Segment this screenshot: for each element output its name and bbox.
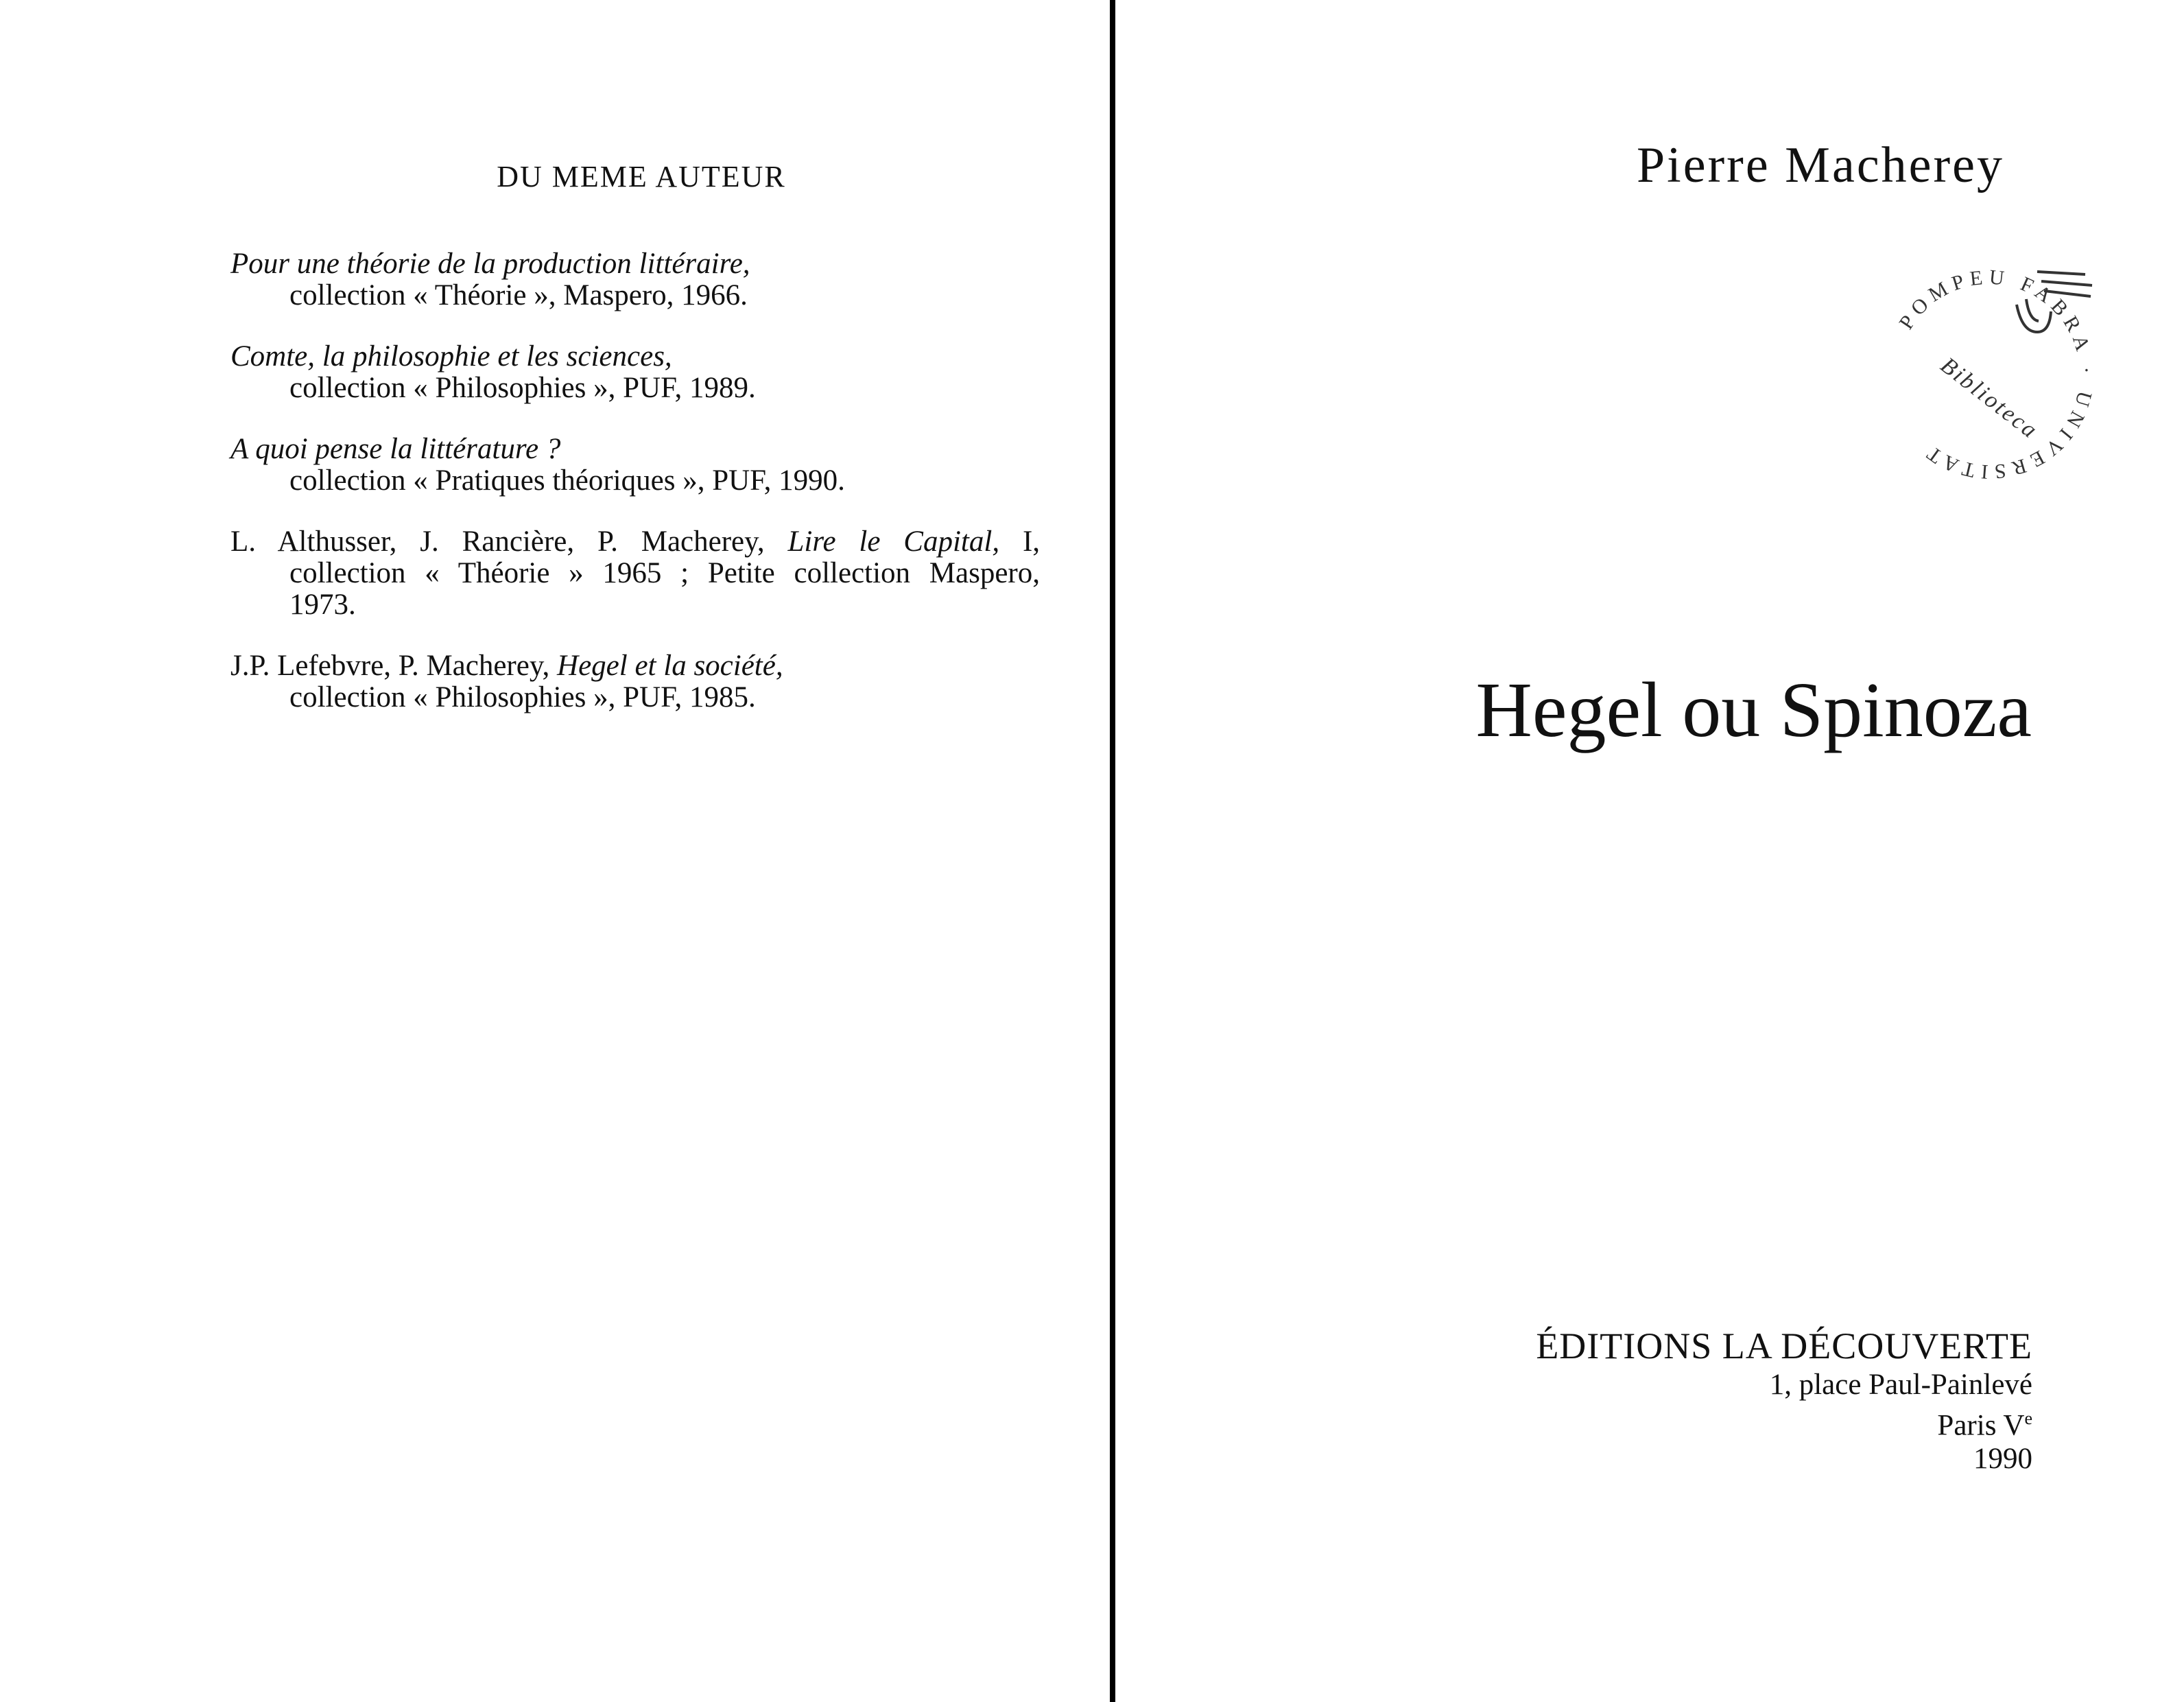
svg-text:POMPEU FABRA · UNIVERSITAT (1895, 265, 2098, 483)
publisher-address: 1, place Paul-Painlevé (1769, 1369, 2032, 1401)
entry-authors: L. Althusser, J. Rancière, P. Macherey, (230, 525, 788, 558)
entry-details: collection « Théorie », Maspero, 1966. (289, 279, 748, 311)
entry-title: Pour une théorie de la production littéraire, (230, 248, 750, 280)
library-stamp-icon (1879, 258, 2099, 491)
entry-title: Hegel et la société, (557, 650, 783, 682)
bibliography-entry (230, 650, 1040, 713)
entry-authors-title (230, 526, 1040, 558)
entry-volume: I, (999, 525, 1041, 558)
entry-details: collection « Philosophies », PUF, 1985. (289, 681, 756, 713)
publisher-city (1536, 1402, 2032, 1442)
stamp-center-text: Biblioteca (1936, 352, 2043, 445)
entry-authors: J.P. Lefebvre, P. Macherey, (230, 650, 558, 682)
stamp-ring-text: POMPEU FABRA · UNIVERSITAT (1895, 265, 2098, 484)
book-author: Pierre Macherey (1636, 137, 2004, 193)
entry-year: 1973. (289, 589, 356, 621)
bibliography-list (230, 248, 1040, 743)
publisher-block (1536, 1324, 2032, 1476)
bibliography-entry (230, 341, 1040, 404)
book-title: Hegel ou Spinoza (1475, 666, 2032, 753)
publisher-name: ÉDITIONS LA DÉCOUVERTE (1536, 1325, 2032, 1367)
bibliography-heading: DU MEME AUTEUR (497, 160, 786, 193)
bibliography-entry (230, 434, 1040, 497)
entry-title: A quoi pense la littérature ? (230, 433, 561, 465)
entry-details: collection « Théorie » 1965 ; Petite collection Maspero, (289, 557, 1040, 589)
publisher-city-name: Paris V (1937, 1409, 2025, 1442)
entry-details: collection « Pratiques théoriques », PUF, 1990. (289, 464, 845, 497)
bibliography-entry (230, 526, 1040, 621)
entry-details: collection « Philosophies », PUF, 1989. (289, 372, 756, 404)
page-gutter (1110, 0, 1115, 1702)
publisher-city-superscript: e (2024, 1408, 2032, 1428)
entry-authors-title (230, 650, 1040, 682)
entry-title: Lire le Capital, (787, 525, 1000, 558)
publication-year: 1990 (1973, 1443, 2032, 1476)
bibliography-entry (230, 248, 1040, 311)
entry-title: Comte, la philosophie et les sciences, (230, 340, 672, 373)
